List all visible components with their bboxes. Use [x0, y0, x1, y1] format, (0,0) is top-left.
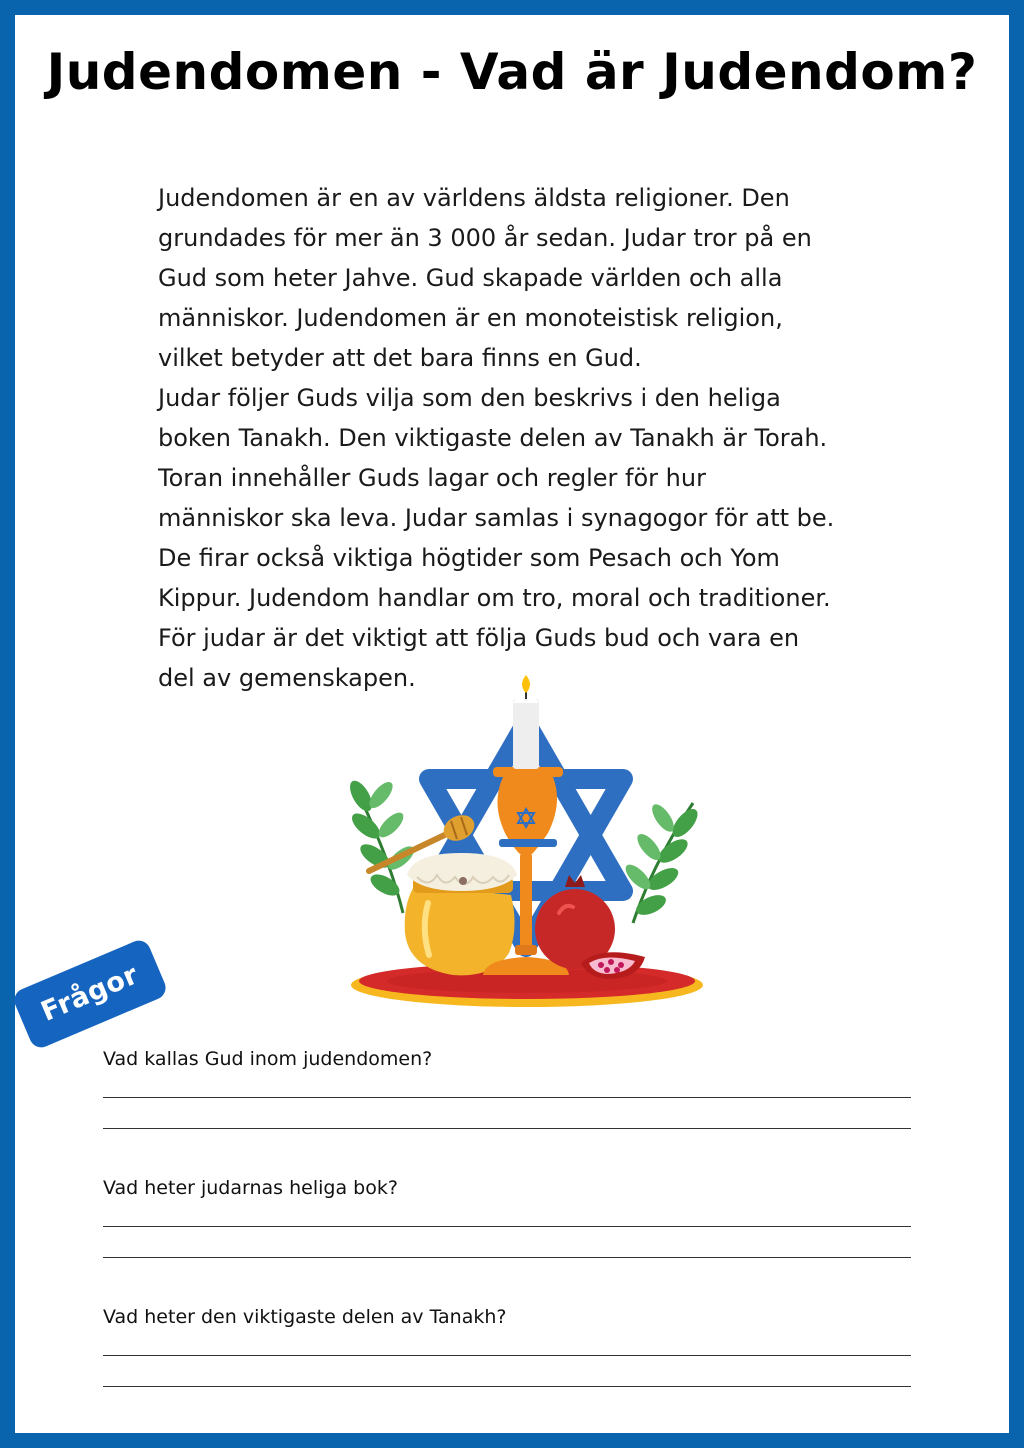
leaf-branch-icon	[622, 801, 702, 923]
question-text: Vad heter den viktigaste delen av Tanakh?	[103, 1306, 507, 1328]
body-line: De firar också viktiga högtider som Pesach och Yom	[158, 544, 780, 572]
body-line: människor. Judendomen är en monoteistisk religion,	[158, 304, 783, 332]
question-text: Vad heter judarnas heliga bok?	[103, 1177, 398, 1199]
body-line: Kippur. Judendom handlar om tro, moral och traditioner.	[158, 584, 831, 612]
leaf-branch-icon	[346, 777, 418, 913]
body-line: boken Tanakh. Den viktigaste delen av Tanakh är Torah.	[158, 424, 828, 452]
body-line: människor ska leva. Judar samlas i synagogor för att be.	[158, 504, 835, 532]
judaism-illustration	[333, 663, 713, 1008]
body-line: Judendomen är en av världens äldsta religioner. Den	[158, 184, 790, 212]
body-line: Toran innehåller Guds lagar och regler för hur	[158, 464, 706, 492]
answer-line[interactable]	[103, 1097, 911, 1098]
question-item	[103, 1043, 915, 1129]
question-item	[103, 1301, 915, 1387]
body-line: Gud som heter Jahve. Gud skapade världen och alla	[158, 264, 783, 292]
body-line: För judar är det viktigt att följa Guds bud och vara en	[158, 624, 800, 652]
candle-icon	[513, 675, 539, 769]
answer-line[interactable]	[103, 1226, 911, 1227]
questions-section	[103, 1043, 915, 1387]
body-line: vilket betyder att det bara finns en Gud.	[158, 344, 642, 372]
body-text	[158, 178, 898, 698]
answer-line[interactable]	[103, 1355, 911, 1356]
honey-jar-icon	[405, 853, 517, 975]
question-item	[103, 1172, 915, 1258]
page-title: Judendomen - Vad är Judendom?	[46, 43, 978, 101]
body-line: del av gemenskapen.	[158, 664, 416, 692]
body-line: grundades för mer än 3 000 år sedan. Judar tror på en	[158, 224, 812, 252]
question-text: Vad kallas Gud inom judendomen?	[103, 1048, 433, 1070]
answer-line[interactable]	[103, 1386, 911, 1387]
questions-badge: Frågor	[11, 937, 170, 1051]
body-line: Judar följer Guds vilja som den beskrivs i den heliga	[158, 384, 781, 412]
